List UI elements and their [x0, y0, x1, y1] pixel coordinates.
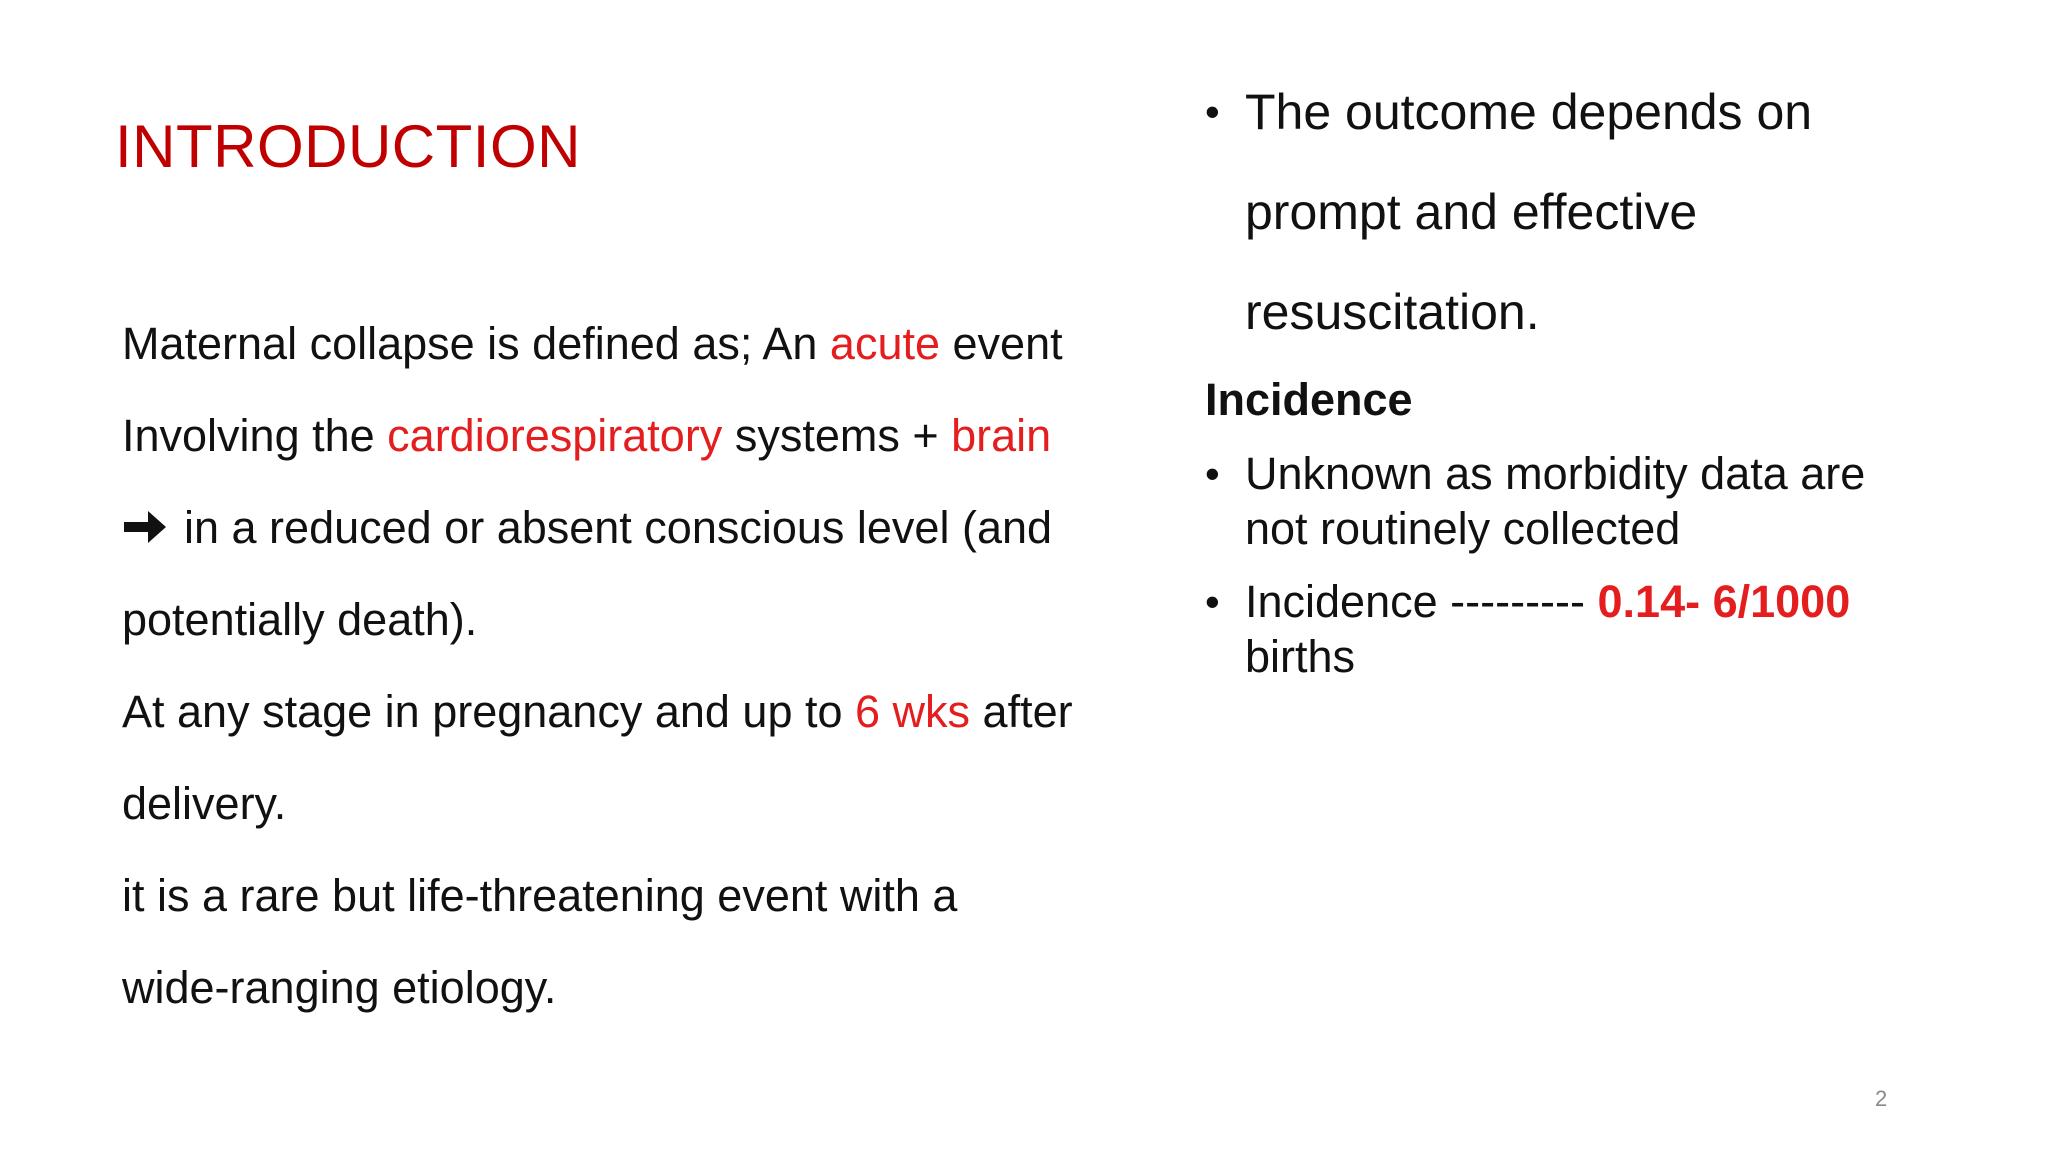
highlight-6-wks: 6 wks — [855, 686, 971, 737]
bullet-dot-icon: • — [1205, 578, 1220, 625]
highlight-cardiorespiratory: cardiorespiratory — [387, 410, 723, 461]
page-number: 2 — [1875, 1086, 1888, 1111]
right-column — [1205, 80, 1995, 684]
definition-text-block — [122, 298, 1162, 1034]
definition-line-1: Maternal collapse is defined as; An acute event — [122, 318, 1063, 369]
bullet-dot-icon: • — [1205, 88, 1220, 135]
outcome-text: The outcome depends on prompt and effective resuscitation. — [1245, 84, 1813, 340]
definition-line-4: potentially death). — [122, 594, 478, 645]
definition-line-8: wide-ranging etiology. — [122, 962, 557, 1013]
definition-line-5: At any stage in pregnancy and up to 6 wks after — [122, 686, 1073, 737]
definition-line-2: Involving the cardiorespiratory systems + brain — [122, 410, 1052, 461]
right-arrow-icon — [122, 507, 168, 547]
slide-title: INTRODUCTION — [115, 113, 581, 180]
incidence-bullet-unknown: • Unknown as morbidity data are not routinely collected — [1205, 448, 1866, 554]
highlight-brain: brain — [951, 410, 1052, 461]
incidence-rate-value: 0.14- 6/1000 — [1597, 576, 1851, 627]
outcome-bullet — [1205, 62, 1995, 362]
incidence-bullet-rate: • Incidence --------- 0.14- 6/1000 births — [1205, 576, 1851, 682]
definition-line-6: delivery. — [122, 778, 287, 829]
incidence-heading: Incidence — [1205, 374, 1413, 425]
bullet-dot-icon: • — [1205, 450, 1220, 497]
highlight-acute: acute — [829, 318, 941, 369]
definition-line-7: it is a rare but life-threatening event with a — [122, 870, 958, 921]
definition-line-3: in a reduced or absent conscious level (and — [122, 482, 1162, 574]
